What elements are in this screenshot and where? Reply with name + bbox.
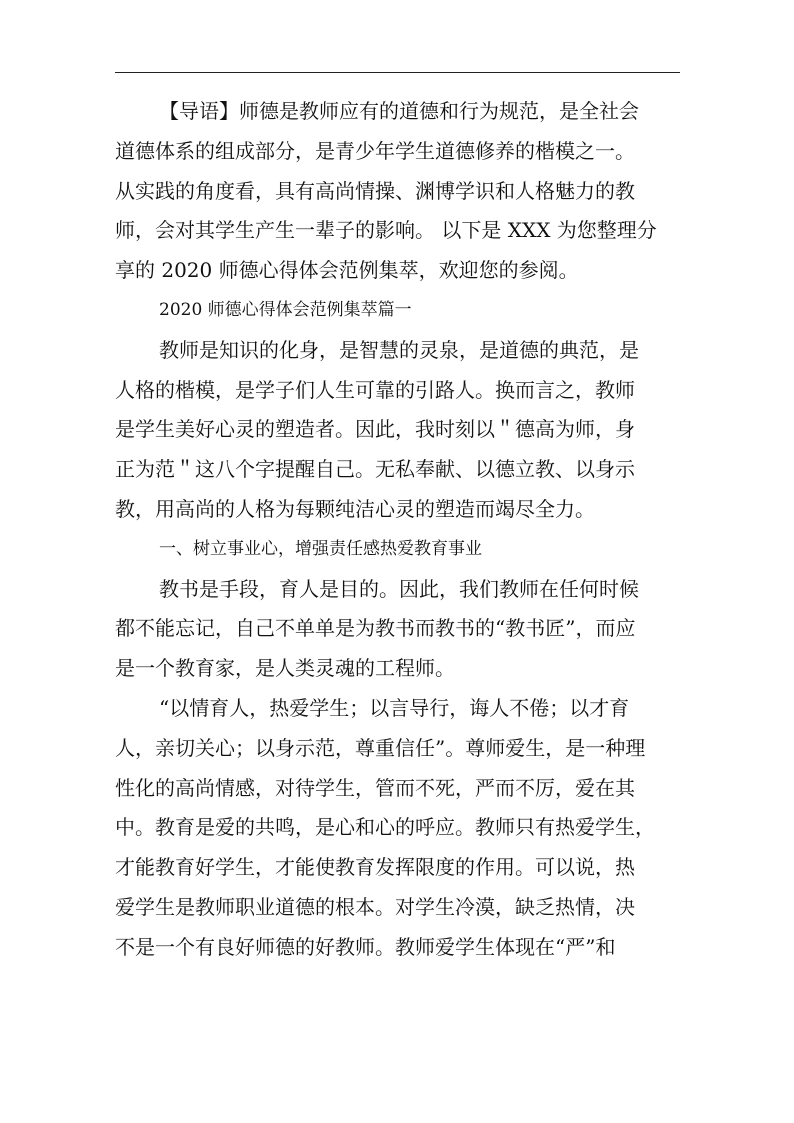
paragraph-1-line-5: 教，用高尚的人格为每颗纯洁心灵的塑造而竭尽全力。 [115, 496, 595, 521]
paragraph-1-line-2: 人格的楷模，是学子们人生可靠的引路人。换而言之，教师 [115, 377, 635, 402]
paragraph-1-line-1: 教师是知识的化身，是智慧的灵泉，是道德的典范，是 [159, 337, 639, 362]
paragraph-3-line-2: 人，亲切关心；以身示范，尊重信任”。尊师爱生，是一种理 [115, 735, 646, 760]
intro-line-4: 师，会对其学生产生一辈子的影响。 以下是 XXX 为您整理分 [115, 218, 657, 243]
paragraph-2-line-1: 教书是手段，育人是目的。因此，我们教师在任何时候 [159, 576, 639, 601]
paragraph-1-line-3: 是学生美好心灵的塑造者。因此，我时刻以＂德高为师，身 [115, 417, 635, 442]
paragraph-3-line-7: 不是一个有良好师德的好教师。教师爱学生体现在“严”和 [115, 934, 616, 959]
subheading-1: 一、树立事业心，增强责任感热爱教育事业 [159, 538, 482, 559]
section-heading-1: 2020 师德心得体会范例集萃篇一 [159, 299, 412, 320]
intro-line-5: 享的 2020 师德心得体会范例集萃，欢迎您的参阅。 [115, 258, 579, 283]
paragraph-3-line-1: “以情育人，热爱学生；以言导行，诲人不倦；以才育 [159, 695, 630, 720]
paragraph-2-line-2: 都不能忘记，自己不单单是为教书而教书的“教书匠”，而应 [115, 616, 636, 641]
paragraph-3-line-4: 中。教育是爱的共鸣，是心和心的呼应。教师只有热爱学生， [115, 815, 655, 840]
intro-line-2: 道德体系的组成部分，是青少年学生道德修养的楷模之一。 [115, 138, 635, 163]
header-rule [115, 72, 680, 73]
intro-line-1: 【导语】师德是教师应有的道德和行为规范，是全社会 [159, 99, 639, 123]
paragraph-3-line-5: 才能教育好学生，才能使教育发挥限度的作用。可以说，热 [115, 855, 635, 880]
paragraph-2-line-3: 是一个教育家，是人类灵魂的工程师。 [115, 656, 455, 681]
intro-line-3: 从实践的角度看，具有高尚情操、渊博学识和人格魅力的教 [115, 178, 635, 203]
paragraph-3-line-6: 爱学生是教师职业道德的根本。对学生冷漠，缺乏热情，决 [115, 894, 635, 919]
paragraph-1-line-4: 正为范＂这八个字提醒自己。无私奉献、以德立教、以身示 [115, 457, 635, 482]
document-body [115, 92, 680, 968]
paragraph-3-line-3: 性化的高尚情感，对待学生，管而不死，严而不厉，爱在其 [115, 775, 635, 800]
